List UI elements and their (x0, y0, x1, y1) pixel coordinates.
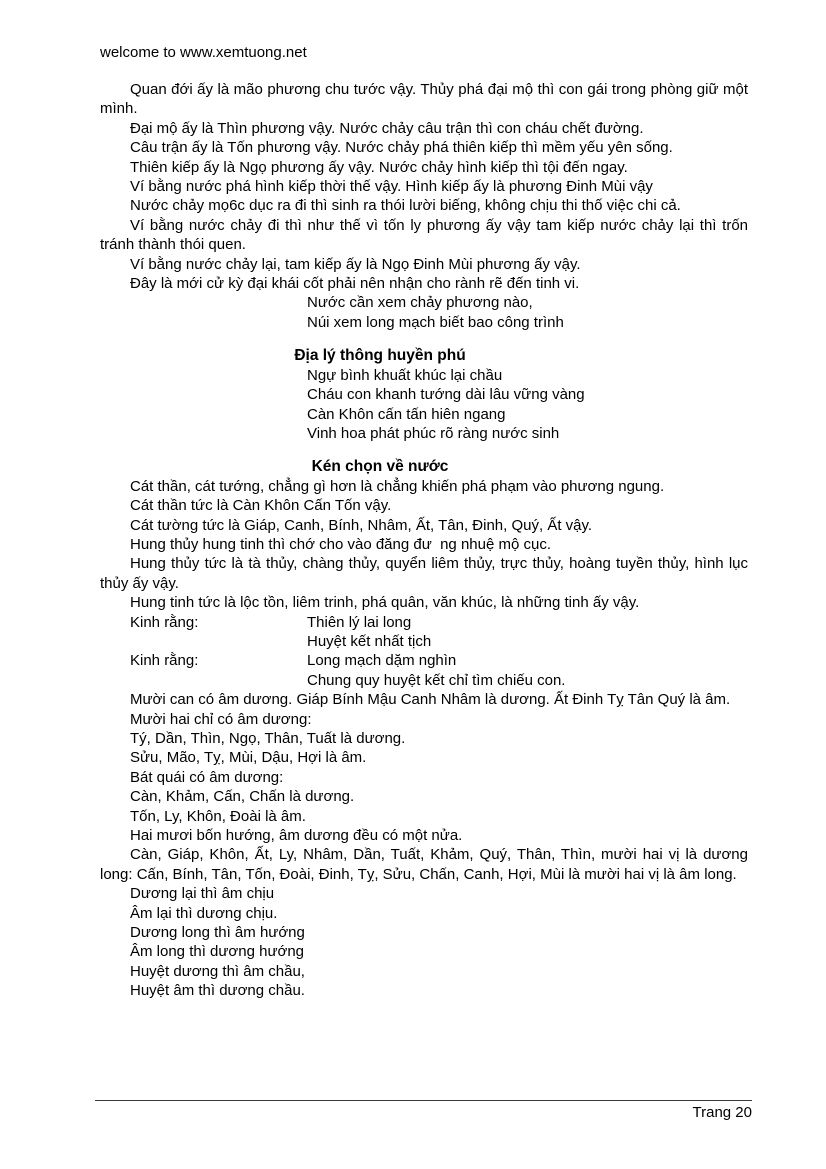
paragraph: Đại mộ ấy là Thìn phương vậy. Nước chảy câu trận thì con cháu chết đường. (130, 119, 644, 137)
paragraph: Hung thủy hung tinh thì chớ cho vào đăng đư ng nhuệ mộ cục. (130, 535, 551, 553)
section-heading-dia-ly: Địa lý thông huyền phú (294, 347, 466, 365)
quote-label (130, 632, 307, 651)
paragraph: Cát thần, cát tướng, chẳng gì hơn là chẳng khiến phá phạm vào phương ngung. (130, 477, 665, 495)
quote-label: Kinh rằng: (130, 613, 199, 631)
quote-text: Chung quy huyệt kết chỉ tìm chiếu con. (307, 671, 566, 689)
paragraph: Dương lại thì âm chịu (130, 885, 275, 903)
paragraph: Cát tường tức là Giáp, Canh, Bính, Nhâm, Ất, Tân, Đinh, Quý, Ất vậy. (130, 516, 593, 534)
quote-row (100, 671, 748, 690)
paragraph: Tốn, Ly, Khôn, Đoài là âm. (130, 807, 306, 825)
paragraph: Câu trận ấy là Tốn phương vậy. Nước chảy phá thiên kiếp thì mềm yếu yên sống. (130, 139, 673, 157)
paragraph: Thiên kiếp ấy là Ngọ phương ấy vậy. Nước chảy hình kiếp thì tội đến ngay. (130, 158, 628, 176)
section-heading-ken-chon: Kén chọn về nước (311, 458, 449, 476)
verse-line: Núi xem long mạch biết bao công trình (307, 313, 564, 331)
paragraph: Âm lại thì dương chịu. (130, 904, 278, 922)
paragraph: Huyệt dương thì âm chầu, (130, 962, 305, 980)
verse-line: Nước cần xem chảy phương nào, (307, 294, 533, 312)
paragraph: Ví bằng nước chảy đi thì như thế vì tốn ly phương ấy vậy tam kiếp nước chảy lại thì trốn tránh thành thói quen. (100, 216, 748, 254)
paragraph: Hung thủy tức là tà thủy, chàng thủy, quyển liêm thủy, trực thủy, hoàng tuyền thủy, hình lục thủy ấy vậy. (100, 555, 748, 592)
quote-text: Huyệt kết nhất tịch (307, 632, 432, 650)
quote-row (100, 613, 748, 632)
paragraph: Âm long thì dương hướng (130, 943, 305, 961)
verse-line: Vinh hoa phát phúc rõ ràng nước sinh (307, 424, 560, 442)
quote-text: Long mạch dặm nghìn (307, 652, 457, 670)
quote-row (100, 651, 748, 670)
paragraph: Hai mươi bốn hướng, âm dương đều có một nửa. (130, 827, 463, 845)
quote-label (130, 671, 307, 690)
paragraph: Ví bằng nước chảy lại, tam kiếp ấy là Ngọ Đinh Mùi phương ấy vậy. (130, 255, 581, 273)
paragraph: Quan đới ấy là mão phương chu tước vậy. Thủy phá đại mộ thì con gái trong phòng giữ một mình. (100, 81, 748, 118)
quote-label: Kinh rằng: (130, 652, 199, 670)
paragraph: Ví bằng nước phá hình kiếp thời thế vậy. Hình kiếp ấy là phương Đinh Mùi vậy (130, 178, 653, 196)
paragraph: Nước chảy mọ6c dục ra đi thì sinh ra thói lười biếng, không chịu thi thố việc chi cả. (130, 197, 681, 215)
verse-line: Càn Khôn cấn tấn hiên ngang (307, 405, 506, 423)
paragraph: Mười hai chỉ có âm dương: (130, 710, 312, 728)
paragraph: Mười can có âm dương. Giáp Bính Mậu Canh Nhâm là dương. Ất Đinh Tỵ Tân Quý là âm. (130, 691, 731, 709)
paragraph: Càn, Khảm, Cấn, Chấn là dương. (130, 788, 355, 806)
quote-text: Thiên lý lai long (307, 613, 412, 631)
paragraph: Hung tinh tức là lộc tồn, liêm trinh, phá quân, văn khúc, là những tinh ấy vậy. (130, 594, 640, 612)
paragraph: Sửu, Mão, Tỵ, Mùi, Dậu, Hợi là âm. (130, 749, 367, 767)
paragraph: Dương long thì âm hướng (130, 924, 305, 942)
page-number: Trang 20 (692, 1104, 752, 1121)
paragraph: Huyệt âm thì dương chầu. (130, 982, 305, 1000)
paragraph: Đây là mới cử kỳ đại khái cốt phải nên nhận cho rành rẽ đến tinh vi. (130, 275, 580, 293)
paragraph: Bát quái có âm dương: (130, 768, 284, 786)
page-header-url: welcome to www.xemtuong.net (100, 44, 307, 61)
paragraph: Càn, Giáp, Khôn, Ất, Ly, Nhâm, Dần, Tuất, Khảm, Quý, Thân, Thìn, mười hai vị là dương long: Cấn, Bính, Tân, Tốn, Đoài, Đinh, Tỵ, Sửu, Chấn, Canh, Hợi, Mùi là mười hai vị là âm long. (100, 846, 748, 883)
verse-line: Cháu con khanh tướng dài lâu vững vàng (307, 386, 585, 404)
quote-row (100, 632, 748, 651)
paragraph: Cát thần tức là Càn Khôn Cấn Tốn vậy. (130, 497, 392, 515)
footer-rule (95, 1100, 752, 1101)
document-body (100, 80, 748, 1001)
verse-line: Ngự bình khuất khúc lại chầu (307, 366, 503, 384)
paragraph: Tý, Dần, Thìn, Ngọ, Thân, Tuất là dương. (130, 730, 406, 747)
